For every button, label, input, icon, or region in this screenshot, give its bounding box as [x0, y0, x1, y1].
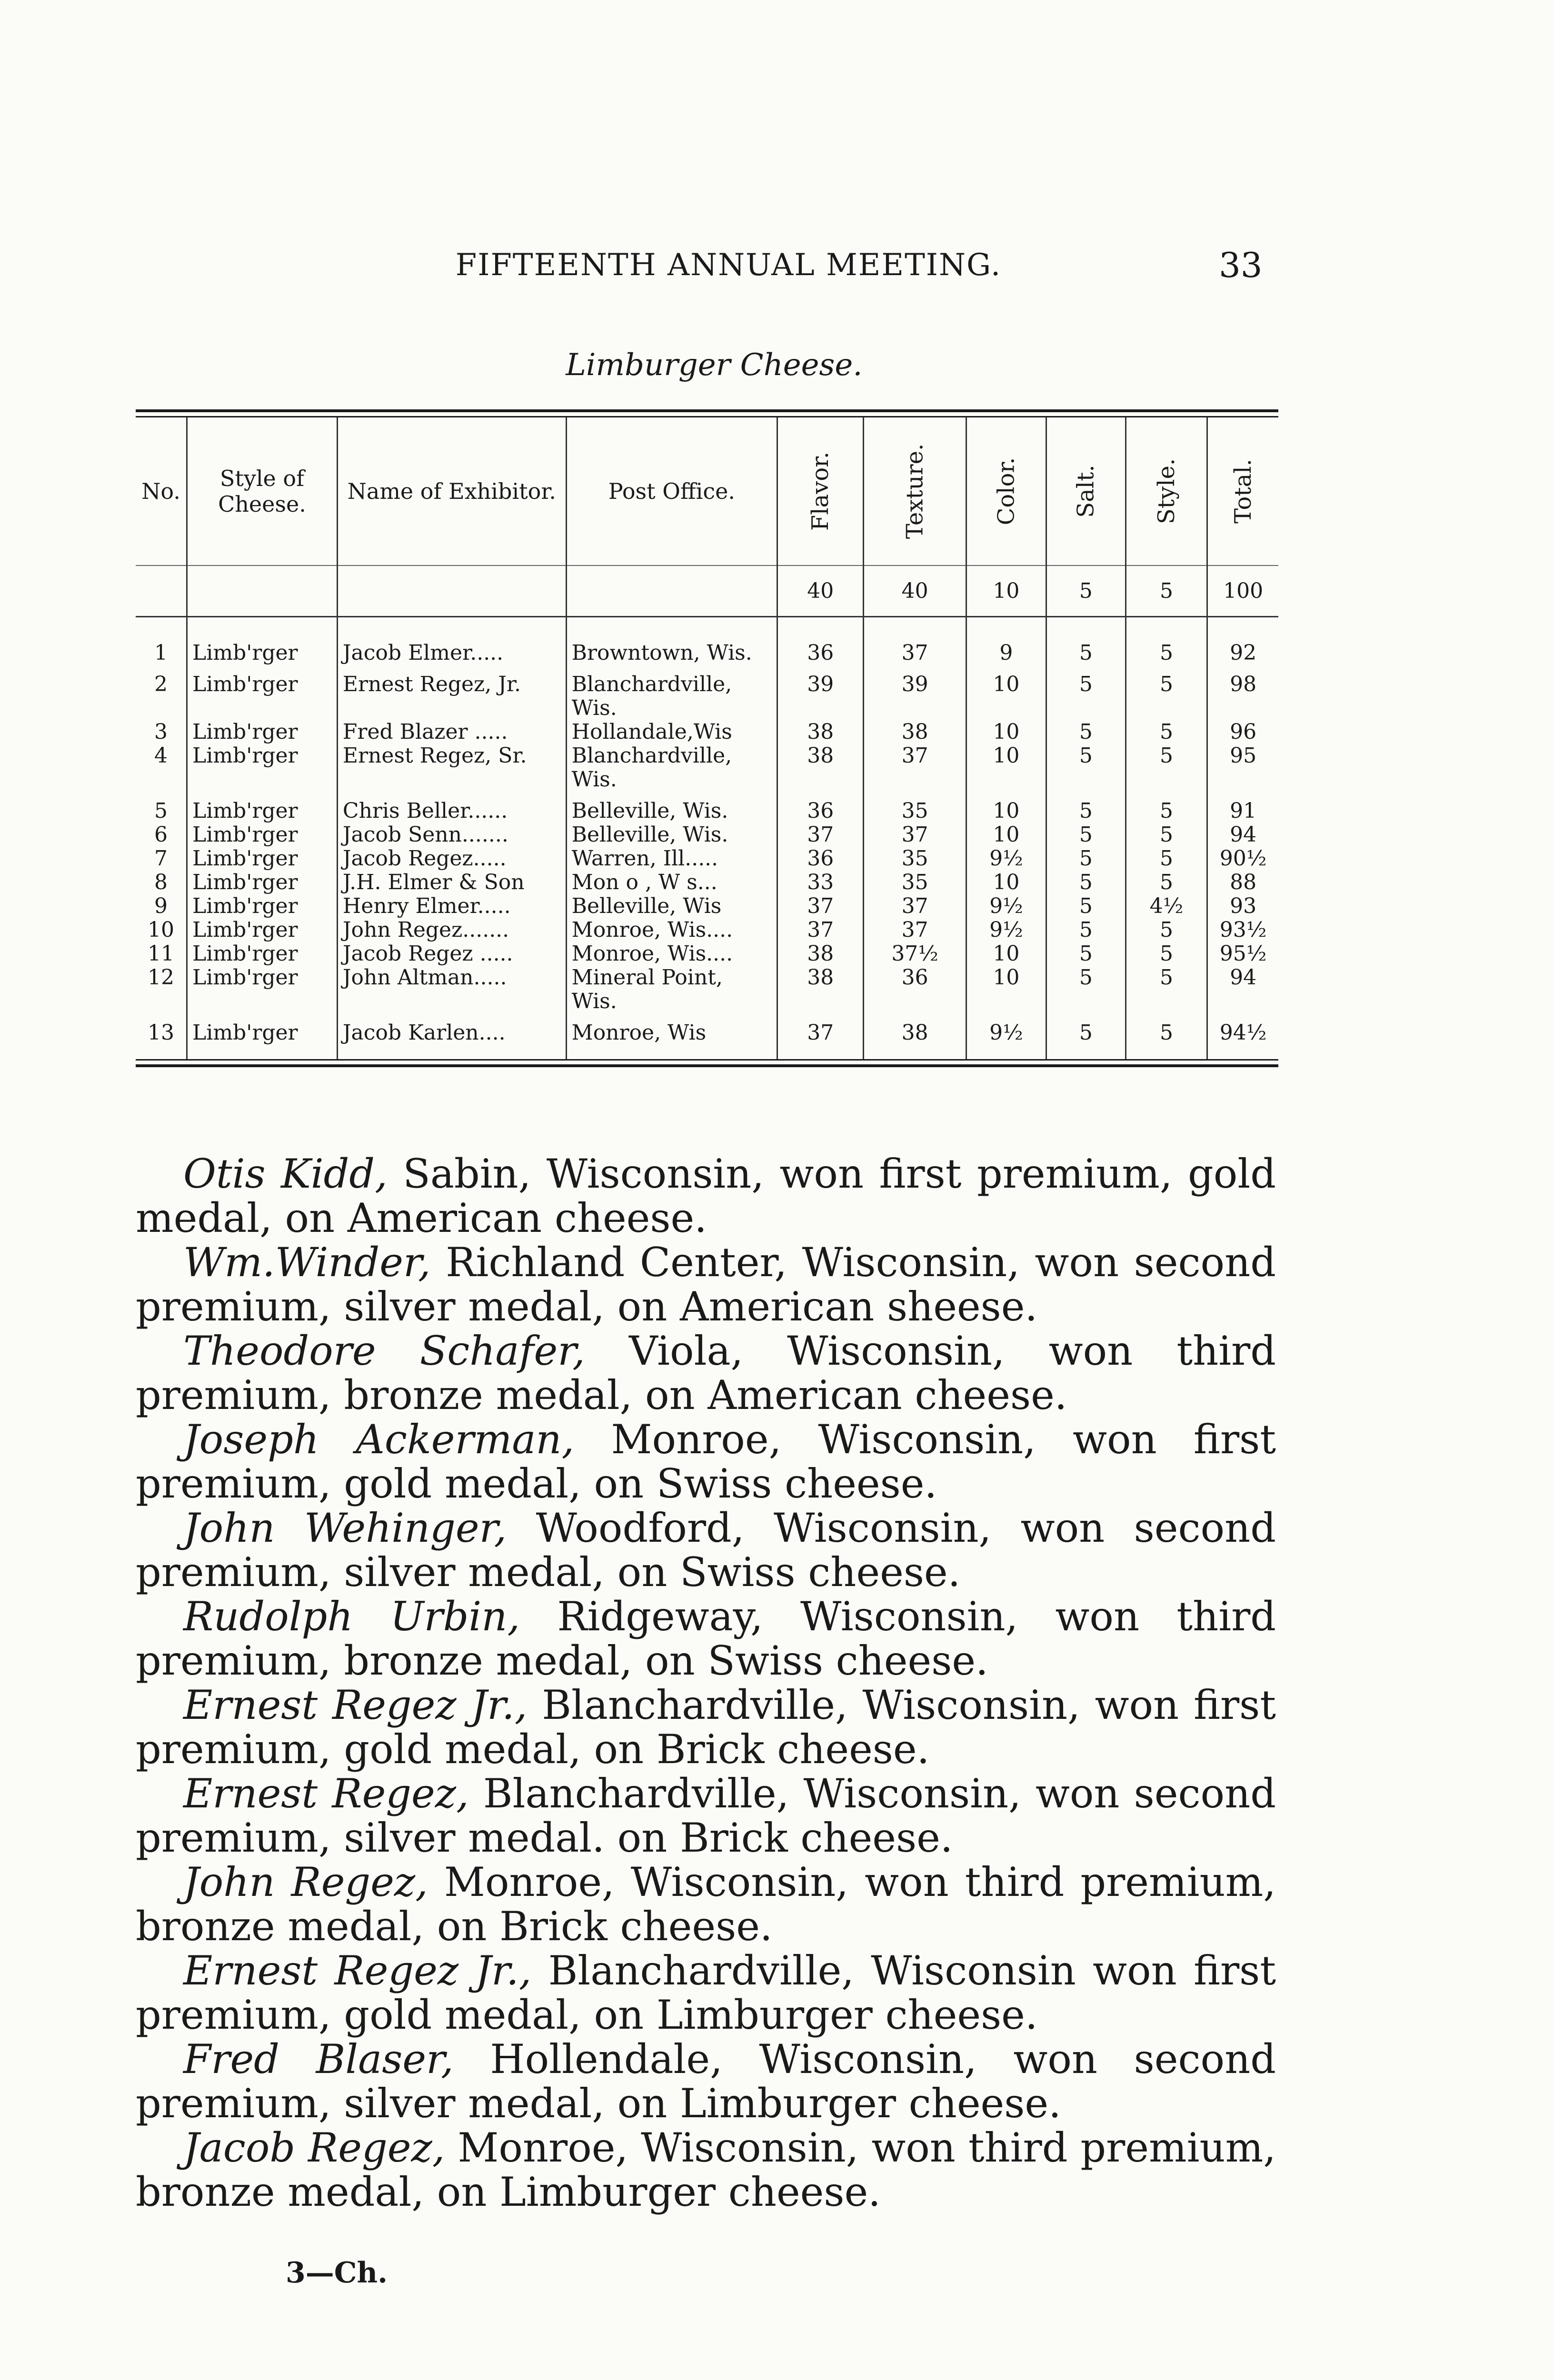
cell-total: 95½ [1207, 942, 1278, 966]
cell-total: 91 [1207, 792, 1278, 823]
cell-style: Limb'rger [187, 823, 338, 847]
cell-texture: 37 [864, 823, 966, 847]
table-row [136, 744, 1278, 792]
cell-post-office: Browntown, Wis. [566, 617, 777, 665]
cell-style: Limb'rger [187, 871, 338, 894]
cell-name: Ernest Regez, Sr. [337, 744, 566, 792]
cell-color: 9½ [966, 847, 1046, 871]
cell-texture: 38 [864, 720, 966, 744]
cell-texture: 35 [864, 871, 966, 894]
cell-post-office: Blanchardville, Wis. [566, 744, 777, 792]
table-bottom-rule [136, 1059, 1278, 1067]
col-header-flavor: Flavor. [777, 417, 864, 565]
cell-flavor: 36 [777, 617, 864, 665]
cell-total: 88 [1207, 871, 1278, 894]
col-header-total: Total. [1207, 417, 1278, 565]
signature-mark: 3—Ch. [286, 2256, 388, 2290]
cell-color: 10 [966, 720, 1046, 744]
cell-style-score: 5 [1126, 823, 1207, 847]
award-paragraph [136, 1683, 1276, 1772]
col-header-salt: Salt. [1046, 417, 1126, 565]
cell-name: Fred Blazer ..... [337, 720, 566, 744]
cell-color: 9½ [966, 1013, 1046, 1059]
award-text: Monroe, Wisconsin, won third premium, bronze medal, on Brick cheese. [136, 1859, 1276, 1950]
cell-texture: 37 [864, 744, 966, 792]
award-winner-name: Theodore Schafer, [183, 1328, 585, 1374]
cell-post-office: Monroe, Wis.... [566, 942, 777, 966]
cell-post-office: Mon o , W s... [566, 871, 777, 894]
cell-no: 12 [148, 965, 175, 990]
cell-salt: 5 [1046, 792, 1126, 823]
award-winner-name: Rudolph Urbin, [183, 1593, 520, 1640]
col-header-style-score: Style. [1126, 417, 1207, 565]
cell-no: 13 [148, 1021, 175, 1045]
cell-salt: 5 [1046, 1013, 1126, 1059]
award-paragraph [136, 1240, 1276, 1329]
cell-post-office: Belleville, Wis. [566, 792, 777, 823]
cell-salt: 5 [1046, 720, 1126, 744]
cell-flavor: 38 [777, 744, 864, 792]
cell-style: Limb'rger [187, 918, 338, 942]
cell-name: John Altman..... [337, 966, 566, 1013]
cell-flavor: 38 [777, 720, 864, 744]
cell-texture: 37 [864, 894, 966, 918]
cell-post-office: Blanchardville, Wis. [566, 665, 777, 720]
cell-post-office: Monroe, Wis [566, 1013, 777, 1059]
cell-total: 94½ [1207, 1013, 1278, 1059]
award-winner-name: Ernest Regez Jr., [183, 1682, 528, 1728]
cell-post-office: Mineral Point, Wis. [566, 966, 777, 1013]
cell-no: 11 [148, 942, 175, 966]
award-text: Blanchardville, Wisconsin won first premium, gold medal, on Limburger cheese. [136, 1947, 1276, 2038]
max-score-row [136, 565, 1278, 617]
table-row [136, 665, 1278, 720]
cell-style-score: 5 [1126, 744, 1207, 792]
cell-texture: 35 [864, 792, 966, 823]
cell-name: Jacob Karlen.... [337, 1013, 566, 1059]
cell-salt: 5 [1046, 871, 1126, 894]
cell-color: 10 [966, 792, 1046, 823]
award-text: Ridgeway, Wisconsin, won third premium, bronze medal, on Swiss cheese. [136, 1593, 1276, 1684]
cell-style: Limb'rger [187, 720, 338, 744]
cell-style: Limb'rger [187, 1013, 338, 1059]
cell-post-office: Warren, Ill..... [566, 847, 777, 871]
award-paragraph [136, 1152, 1276, 1240]
table-row [136, 942, 1278, 966]
cell-color: 10 [966, 871, 1046, 894]
cell-color: 9½ [966, 894, 1046, 918]
cell-style: Limb'rger [187, 894, 338, 918]
table-row [136, 918, 1278, 942]
cell-flavor: 37 [777, 918, 864, 942]
cell-no: 3 [154, 720, 168, 744]
cell-total: 94 [1207, 966, 1278, 1013]
scores-table [136, 417, 1278, 1059]
cell-style-score: 5 [1126, 918, 1207, 942]
cell-flavor: 37 [777, 894, 864, 918]
cell-flavor: 37 [777, 823, 864, 847]
max-total: 100 [1207, 565, 1278, 617]
cell-no: 7 [154, 846, 168, 871]
table-row [136, 894, 1278, 918]
award-paragraph [136, 1949, 1276, 2037]
cell-salt: 5 [1046, 966, 1126, 1013]
col-header-color: Color. [966, 417, 1046, 565]
cell-total: 92 [1207, 617, 1278, 665]
cell-flavor: 36 [777, 792, 864, 823]
award-winner-name: Wm.Winder, [183, 1239, 431, 1286]
cell-texture: 35 [864, 847, 966, 871]
award-winner-name: Ernest Regez Jr., [183, 1947, 532, 1994]
cell-flavor: 33 [777, 871, 864, 894]
cell-name: Jacob Elmer..... [337, 617, 566, 665]
cell-flavor: 38 [777, 942, 864, 966]
cell-name: Jacob Regez ..... [337, 942, 566, 966]
award-paragraph [136, 1772, 1276, 1860]
award-winner-name: Jacob Regez, [183, 2124, 445, 2171]
cell-style-score: 5 [1126, 665, 1207, 720]
award-paragraph [136, 2037, 1276, 2126]
col-header-style: Style of Cheese. [187, 417, 338, 565]
cell-name: Ernest Regez, Jr. [337, 665, 566, 720]
cell-post-office: Belleville, Wis [566, 894, 777, 918]
cell-name: J.H. Elmer & Son [337, 871, 566, 894]
cell-no: 8 [154, 870, 168, 894]
cell-color: 10 [966, 823, 1046, 847]
cell-style-score: 5 [1126, 942, 1207, 966]
cell-texture: 37 [864, 617, 966, 665]
cell-no: 4 [154, 744, 168, 768]
cell-style-score: 4½ [1126, 894, 1207, 918]
cell-style: Limb'rger [187, 847, 338, 871]
table-body [136, 617, 1278, 1060]
col-header-name: Name of Exhibitor. [337, 417, 566, 565]
cell-style: Limb'rger [187, 966, 338, 1013]
table-row [136, 1013, 1278, 1059]
cell-total: 90½ [1207, 847, 1278, 871]
cell-name: Chris Beller...... [337, 792, 566, 823]
cell-salt: 5 [1046, 823, 1126, 847]
cell-style-score: 5 [1126, 1013, 1207, 1059]
awards-list [136, 1152, 1276, 2214]
award-text: Monroe, Wisconsin, won third premium, bronze medal, on Limburger cheese. [136, 2124, 1276, 2215]
cell-color: 10 [966, 744, 1046, 792]
header-row [136, 417, 1278, 565]
award-text: Monroe, Wisconsin, won first premium, gold medal, on Swiss cheese. [136, 1416, 1276, 1507]
cell-texture: 36 [864, 966, 966, 1013]
award-text: Viola, Wisconsin, won third premium, bronze medal, on American cheese. [136, 1328, 1276, 1418]
cell-total: 94 [1207, 823, 1278, 847]
award-text: Sabin, Wisconsin, won first premium, gold medal, on American cheese. [136, 1150, 1276, 1241]
award-winner-name: Fred Blaser, [183, 2036, 454, 2082]
cell-salt: 5 [1046, 894, 1126, 918]
cell-flavor: 36 [777, 847, 864, 871]
cell-post-office: Belleville, Wis. [566, 823, 777, 847]
col-header-post-office: Post Office. [566, 417, 777, 565]
cell-color: 9½ [966, 918, 1046, 942]
page-number: 33 [1219, 245, 1263, 285]
cell-no: 6 [154, 823, 168, 847]
cell-color: 10 [966, 665, 1046, 720]
max-flavor: 40 [777, 565, 864, 617]
award-winner-name: John Regez, [183, 1859, 428, 1905]
cell-color: 10 [966, 966, 1046, 1013]
cell-total: 93 [1207, 894, 1278, 918]
award-winner-name: Otis Kidd, [183, 1150, 388, 1197]
table-row [136, 792, 1278, 823]
award-paragraph [136, 1329, 1276, 1418]
cell-style: Limb'rger [187, 665, 338, 720]
col-header-texture: Texture. [864, 417, 966, 565]
award-winner-name: John Wehinger, [183, 1505, 507, 1551]
cell-salt: 5 [1046, 847, 1126, 871]
cell-flavor: 39 [777, 665, 864, 720]
cell-total: 93½ [1207, 918, 1278, 942]
max-color: 10 [966, 565, 1046, 617]
cell-name: Jacob Senn....... [337, 823, 566, 847]
cell-salt: 5 [1046, 744, 1126, 792]
cell-total: 96 [1207, 720, 1278, 744]
award-text: Woodford, Wisconsin, won second premium, silver medal, on Swiss cheese. [136, 1505, 1276, 1596]
cell-color: 10 [966, 942, 1046, 966]
cell-no: 10 [148, 918, 175, 942]
cell-post-office: Hollandale,Wis [566, 720, 777, 744]
cell-style-score: 5 [1126, 720, 1207, 744]
table-row [136, 720, 1278, 744]
cell-post-office: Monroe, Wis.... [566, 918, 777, 942]
table-row [136, 871, 1278, 894]
cell-style: Limb'rger [187, 942, 338, 966]
cell-total: 98 [1207, 665, 1278, 720]
cell-texture: 37 [864, 918, 966, 942]
table-caption: Limburger Cheese. [566, 347, 863, 383]
cell-style-score: 5 [1126, 792, 1207, 823]
cell-style-score: 5 [1126, 966, 1207, 1013]
table-row [136, 847, 1278, 871]
award-winner-name: Joseph Ackerman, [183, 1416, 575, 1463]
max-texture: 40 [864, 565, 966, 617]
table-top-rule [136, 409, 1278, 417]
table-row [136, 823, 1278, 847]
award-text: Hollendale, Wisconsin, won second premium, silver medal, on Limburger cheese. [136, 2036, 1276, 2127]
cell-style: Limb'rger [187, 744, 338, 792]
award-text: Richland Center, Wisconsin, won second premium, silver medal, on American sheese. [136, 1239, 1276, 1330]
award-paragraph [136, 1860, 1276, 1949]
cell-texture: 39 [864, 665, 966, 720]
scores-table-container [136, 409, 1278, 1067]
cell-style-score: 5 [1126, 617, 1207, 665]
cell-color: 9 [966, 617, 1046, 665]
cell-salt: 5 [1046, 665, 1126, 720]
cell-total: 95 [1207, 744, 1278, 792]
cell-flavor: 38 [777, 966, 864, 1013]
running-head: FIFTEENTH ANNUAL MEETING. [455, 248, 1002, 283]
cell-name: Henry Elmer..... [337, 894, 566, 918]
cell-style: Limb'rger [187, 792, 338, 823]
award-paragraph [136, 1595, 1276, 1683]
cell-no: 2 [154, 672, 168, 696]
cell-name: Jacob Regez..... [337, 847, 566, 871]
max-salt: 5 [1046, 565, 1126, 617]
table-row [136, 617, 1278, 665]
award-paragraph [136, 2126, 1276, 2214]
cell-salt: 5 [1046, 942, 1126, 966]
cell-no: 9 [154, 894, 168, 918]
cell-no: 5 [154, 799, 168, 823]
award-text: Blanchardville, Wisconsin, won second premium, silver medal. on Brick cheese. [136, 1770, 1276, 1861]
cell-flavor: 37 [777, 1013, 864, 1059]
cell-texture: 38 [864, 1013, 966, 1059]
cell-salt: 5 [1046, 918, 1126, 942]
cell-salt: 5 [1046, 617, 1126, 665]
award-paragraph [136, 1506, 1276, 1595]
award-text: Blanchardville, Wisconsin, won first premium, gold medal, on Brick cheese. [136, 1682, 1276, 1773]
table-row [136, 966, 1278, 1013]
cell-style-score: 5 [1126, 871, 1207, 894]
cell-no: 1 [154, 641, 168, 665]
cell-texture: 37½ [864, 942, 966, 966]
col-header-no: No. [136, 417, 187, 565]
cell-style-score: 5 [1126, 847, 1207, 871]
award-paragraph [136, 1418, 1276, 1506]
award-winner-name: Ernest Regez, [183, 1770, 469, 1817]
cell-name: John Regez....... [337, 918, 566, 942]
max-style-score: 5 [1126, 565, 1207, 617]
cell-style: Limb'rger [187, 617, 338, 665]
